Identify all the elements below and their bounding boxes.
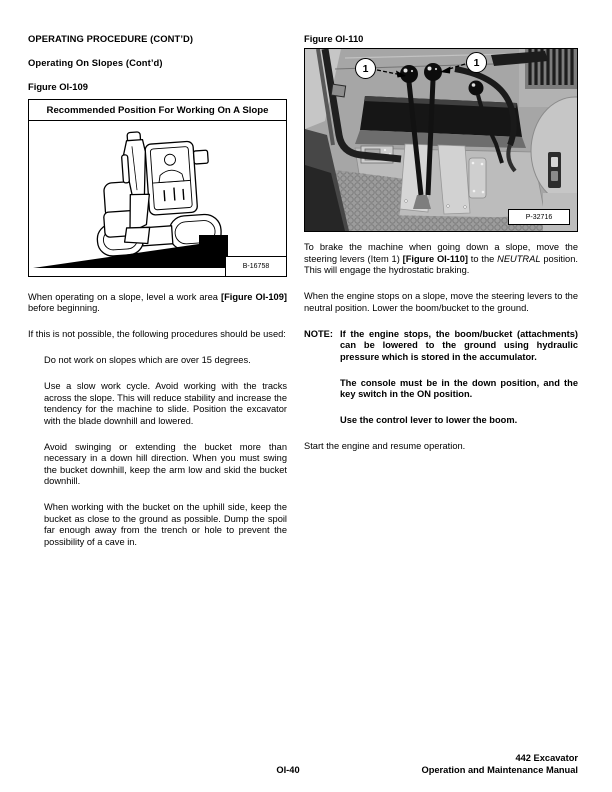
paragraph: Start the engine and resume operation. [304, 441, 466, 451]
right-column [304, 33, 578, 467]
footer-manual-name: Operation and Maintenance Manual [421, 764, 578, 775]
left-column [28, 33, 287, 563]
paragraph: If this is not possible, the following procedures should be used: [28, 329, 286, 339]
figure-109-image-ref: B-16758 [225, 256, 286, 276]
note-block [304, 329, 578, 427]
note-label: NOTE: [304, 328, 333, 339]
paragraph: To brake the machine when going down a slope, move the steering levers (Item 1) [Figure OI-110] to the NEUTRAL position. This will engage the hydrostatic braking. [304, 242, 578, 275]
footer-model: 442 Excavator [515, 753, 578, 763]
procedure-item: When working with the bucket on the uphill side, keep the bucket as close to the ground as possible. Dump the spoil far enough away from the trench or hole to prevent the possibility of a cave in. [44, 502, 287, 547]
steering-levers-photo [304, 48, 578, 232]
figure-109-label: Figure OI-109 [28, 81, 88, 92]
figure-109-box [28, 99, 287, 277]
figure-110-label: Figure OI-110 [304, 33, 364, 44]
figure-110-image-ref: P-32716 [508, 209, 570, 225]
section-heading: OPERATING PROCEDURE (CONT’D) [28, 33, 194, 44]
callout-circle-1: 1 [466, 52, 487, 73]
procedure-item: Do not work on slopes which are over 15 degrees. [44, 355, 251, 365]
callout-circle-1: 1 [355, 58, 376, 79]
note-paragraph: Use the control lever to lower the boom. [340, 415, 518, 425]
procedure-item: Avoid swinging or extending the bucket more than necessary in a down hill direction. When you must swing the bucket downhill, keep the arm low and skid the bucket downhill. [44, 441, 287, 486]
cab-interior-photo-art [305, 49, 577, 231]
footer-page-number: OI-40 [276, 764, 300, 775]
procedure-item: Use a slow work cycle. Avoid working with the tracks across the slope. This will reduce stability and increase the tendency for the machine to slide. Position the excavator with the blade downhill and lowered. [44, 381, 287, 426]
excavator-line-drawing [29, 121, 285, 276]
paragraph: When the engine stops on a slope, move the steering levers to the neutral position. Lower the boom/bucket to the ground. [304, 291, 578, 313]
subsection-heading: Operating On Slopes (Cont’d) [28, 57, 163, 68]
page-footer [28, 753, 578, 776]
note-paragraph: If the engine stops, the boom/bucket (attachments) can be lowered to the ground using hydraulic pressure which is stored in the accumulator. [340, 328, 578, 362]
note-paragraph: The console must be in the down position, and the key switch in the ON position. [340, 377, 578, 399]
paragraph: When operating on a slope, level a work area [Figure OI-109] before beginning. [28, 291, 287, 313]
excavator-slope-illustration [29, 121, 285, 276]
figure-109-title: Recommended Position For Working On A Slope [29, 100, 286, 121]
